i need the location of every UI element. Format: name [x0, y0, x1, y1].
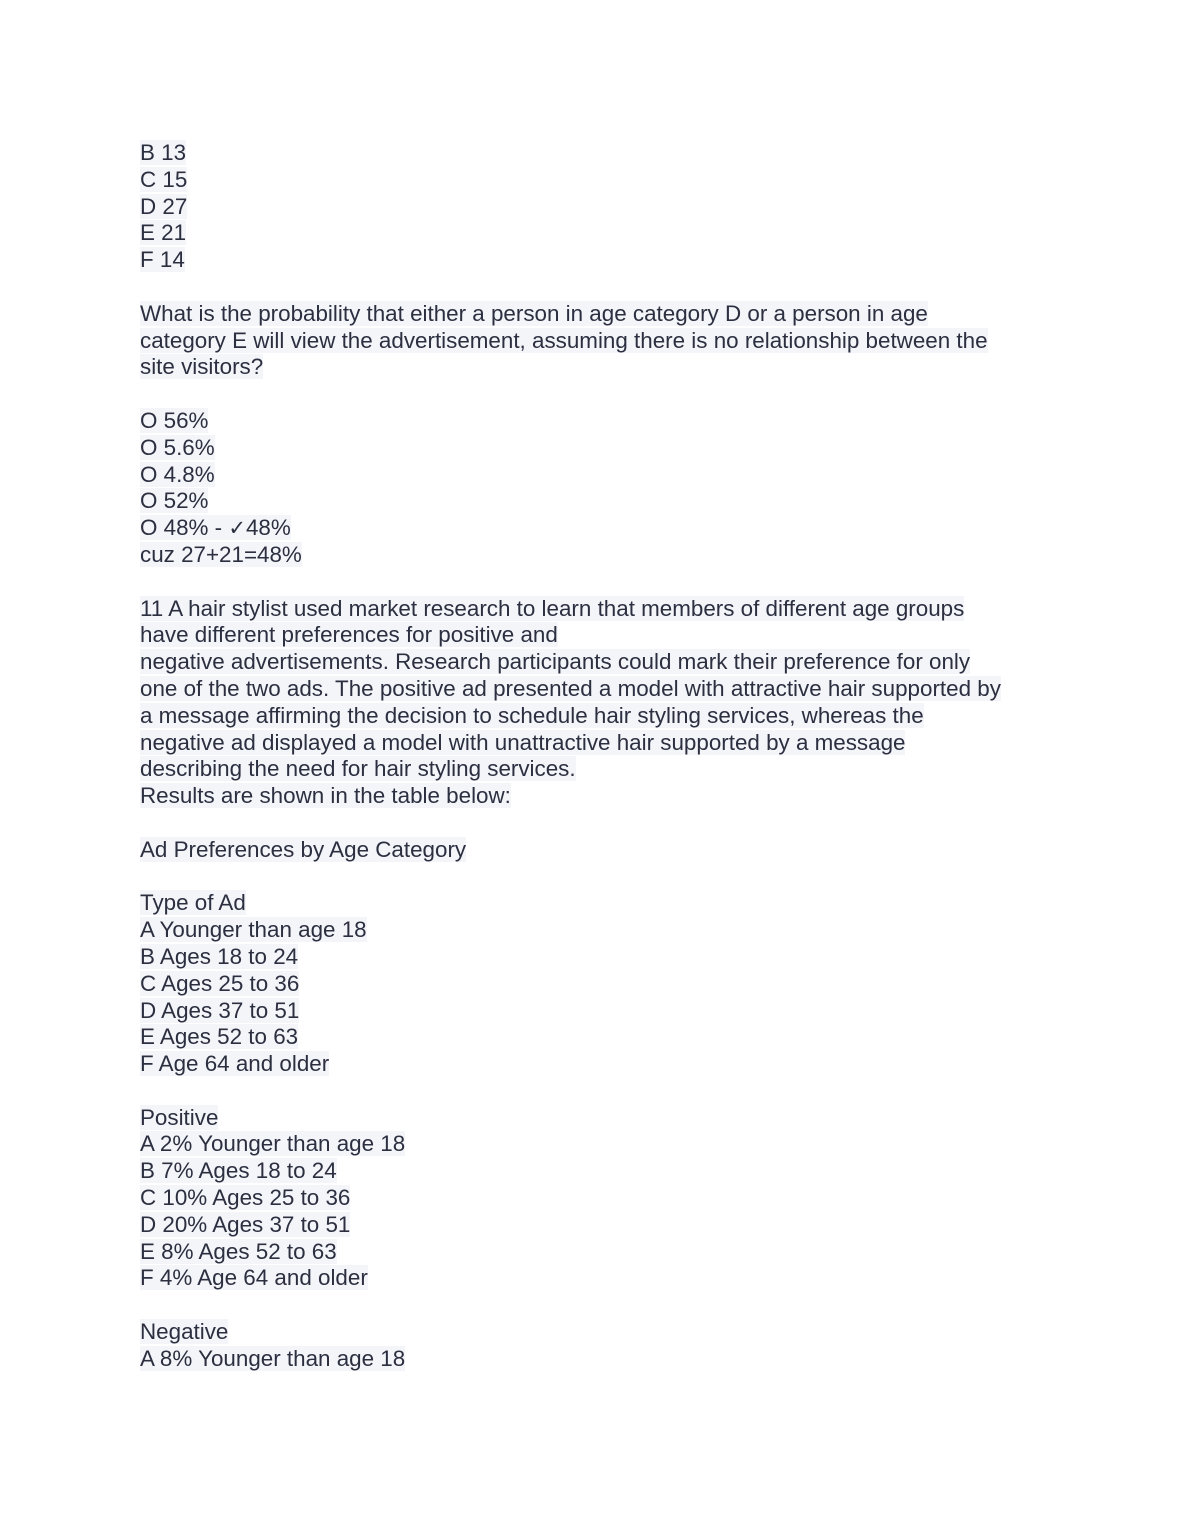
problem-line: describing the need for hair styling services. [140, 756, 576, 782]
answer-value: 48% [245, 515, 291, 541]
answer-explanation: cuz 27+21=48% [140, 541, 302, 567]
question-text [140, 301, 1050, 381]
section-heading: Type of Ad [140, 890, 246, 916]
list-item: F Age 64 and older [140, 1051, 330, 1077]
count-line: E 21 [140, 220, 187, 246]
list-item: E Ages 52 to 63 [140, 1024, 299, 1050]
list-item: D 20% Ages 37 to 51 [140, 1211, 351, 1237]
section-heading: Positive [140, 1104, 219, 1130]
count-line: F 14 [140, 247, 185, 273]
list-item: A Younger than age 18 [140, 917, 367, 943]
list-item: D Ages 37 to 51 [140, 997, 300, 1023]
negative-section [140, 1319, 1050, 1373]
count-line: D 27 [140, 193, 188, 219]
document-page [140, 140, 1050, 1373]
type-of-ad-section [140, 890, 1050, 1078]
problem-11-text [140, 596, 1050, 810]
list-item: A 2% Younger than age 18 [140, 1131, 406, 1157]
answer-option: O 56% [140, 407, 209, 433]
list-item: B Ages 18 to 24 [140, 943, 299, 969]
answer-option: O 4.8% [140, 461, 215, 487]
problem-line: negative advertisements. Research participants could mark their preference for only [140, 649, 971, 675]
answer-option-label: O 48% - [140, 515, 223, 541]
list-item: C Ages 25 to 36 [140, 970, 300, 996]
table-title: Ad Preferences by Age Category [140, 836, 467, 862]
list-item: B 7% Ages 18 to 24 [140, 1158, 337, 1184]
problem-line: Results are shown in the table below: [140, 783, 511, 809]
check-mark-icon: ✓ [228, 516, 246, 541]
question-line: site visitors? [140, 354, 264, 380]
positive-section [140, 1105, 1050, 1293]
problem-line: 11 A hair stylist used market research to learn that members of different age groups [140, 595, 965, 621]
question-line: category E will view the advertisement, assuming there is no relationship between the [140, 327, 988, 353]
count-line: B 13 [140, 140, 187, 165]
section-heading: Negative [140, 1319, 229, 1345]
problem-line: one of the two ads. The positive ad presented a model with attractive hair supported by [140, 675, 1001, 701]
correct-answer-option [140, 515, 1050, 542]
list-item: A 8% Younger than age 18 [140, 1345, 406, 1371]
problem-line: a message affirming the decision to schedule hair styling services, whereas the [140, 702, 924, 728]
count-line: C 15 [140, 166, 188, 192]
problem-line: negative ad displayed a model with unattractive hair supported by a message [140, 729, 906, 755]
list-item: C 10% Ages 25 to 36 [140, 1185, 351, 1211]
category-counts [140, 140, 1050, 274]
list-item: E 8% Ages 52 to 63 [140, 1238, 337, 1264]
answer-option: O 52% [140, 488, 209, 514]
answer-options [140, 408, 1050, 569]
list-item: F 4% Age 64 and older [140, 1265, 368, 1291]
problem-line: have different preferences for positive and [140, 622, 558, 648]
question-line: What is the probability that either a person in age category D or a person in age [140, 300, 928, 326]
answer-option: O 5.6% [140, 434, 215, 460]
